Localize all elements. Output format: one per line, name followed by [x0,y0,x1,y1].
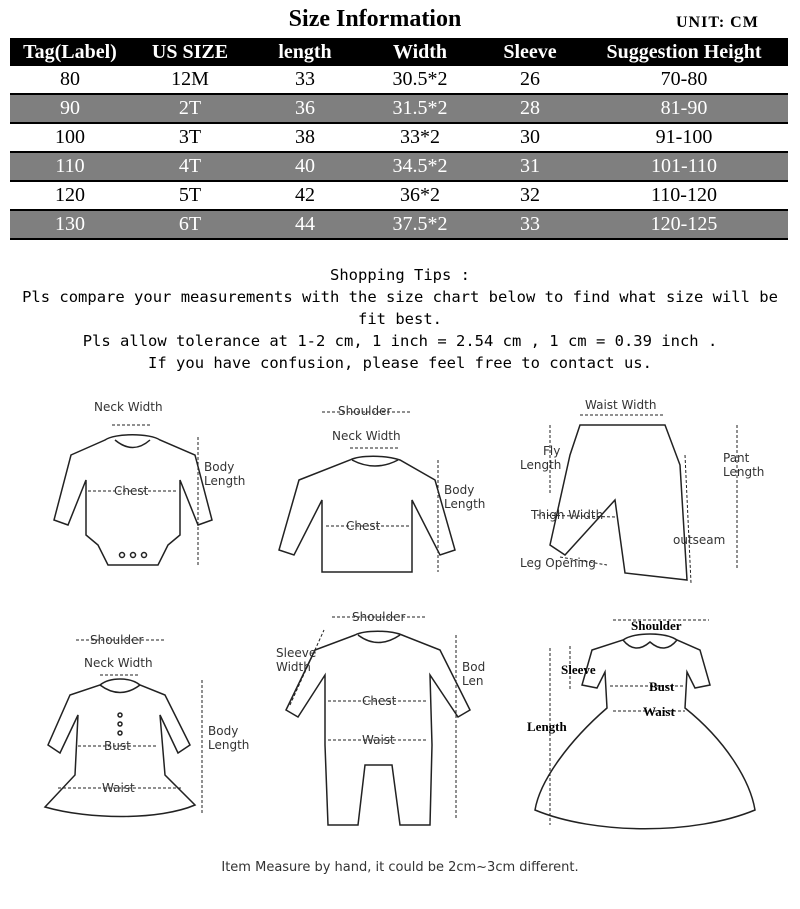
cell-sleeve: 32 [520,184,540,206]
cell-tag: 90 [10,94,130,123]
label-shoulder: Shoulder [352,610,406,624]
shopping-tips [0,264,800,374]
cell-height: 101-110 [580,152,788,181]
shirt-diagram [270,400,500,580]
col-header-length: length [250,38,360,66]
table-row [10,181,788,210]
label-sleeve-width-1: Sleeve [276,646,317,660]
col-header-width: Width [360,38,480,66]
page-title: Size Information [288,6,462,32]
tunic-diagram [40,625,260,830]
cell-sleeve: 28 [480,94,580,123]
cell-length: 38 [295,126,315,148]
romper-diagram [270,605,490,835]
cell-us-size: 5T [178,184,202,206]
label-bust: Bust [649,679,675,694]
label-chest: Chest [346,519,381,533]
table-row [10,123,788,152]
label-neck-width: Neck Width [332,429,401,443]
shirt-outline [279,456,455,572]
label-sleeve-width-2: Width [276,660,311,674]
label-body-length-1: Body [444,483,475,497]
cell-height: 70-80 [660,68,708,90]
cell-width: 37.5*2 [360,210,480,239]
label-body-length-2: Len [462,674,484,688]
unit-label: UNIT: CM [676,14,759,31]
table-row [10,94,788,123]
cell-length: 44 [250,210,360,239]
cell-tag: 110 [10,152,130,181]
tips-line-tolerance: Pls allow tolerance at 1-2 cm, 1 inch = 2.54 cm , 1 cm = 0.39 inch . [82,332,718,350]
cell-width: 34.5*2 [360,152,480,181]
cell-us-size: 4T [130,152,250,181]
label-shoulder: Shoulder [90,633,144,647]
label-neck-width: Neck Width [84,656,153,670]
label-bust: Bust [104,739,131,753]
cell-sleeve: 31 [480,152,580,181]
table-header-row [10,38,788,66]
cell-length: 42 [295,184,315,206]
label-body-length-2: Length [444,497,486,511]
cell-height: 81-90 [580,94,788,123]
pants-diagram [515,395,785,590]
cell-length: 36 [250,94,360,123]
cell-length: 33 [295,68,315,90]
label-waist: Waist [643,704,675,719]
col-header-tag: Tag(Label) [10,38,130,66]
dress-diagram [515,610,780,840]
label-body-length-2: Length [208,738,250,752]
cell-us-size: 6T [130,210,250,239]
cell-us-size: 12M [171,68,209,90]
cell-length: 40 [250,152,360,181]
cell-height: 110-120 [651,184,717,206]
col-header-height: Suggestion Height [580,38,788,66]
label-waist: Waist [102,781,135,795]
label-waist: Waist [362,733,395,747]
label-chest: Chest [362,694,397,708]
cell-sleeve: 33 [480,210,580,239]
label-outseam: outseam [673,533,726,547]
label-thigh-width: Thigh Width [531,508,604,522]
cell-width: 30.5*2 [392,68,448,90]
table-row [10,152,788,181]
cell-sleeve: 30 [520,126,540,148]
label-neck-width: Neck Width [94,400,163,414]
table-row [10,210,788,239]
size-table [10,38,788,240]
label-chest: Chest [114,484,149,498]
cell-height: 91-100 [655,126,713,148]
col-header-us-size: US SIZE [130,38,250,66]
label-body-length-1: Body [208,724,239,738]
label-shoulder: Shoulder [338,404,392,418]
cell-tag: 100 [55,126,85,148]
label-shoulder: Shoulder [631,618,682,633]
cell-us-size: 3T [178,126,202,148]
label-sleeve: Sleeve [561,662,596,677]
footer-note: Item Measure by hand, it could be 2cm~3cm different. [221,860,579,875]
label-pant-length-1: Pant [723,451,750,465]
label-waist-width: Waist Width [585,398,657,412]
label-body-length-2: Length [204,474,246,488]
label-length: Length [527,719,567,734]
bodysuit-outline [54,435,212,565]
cell-width: 36*2 [400,184,440,206]
tips-line-contact: If you have confusion, please feel free to contact us. [148,354,652,372]
romper-outline [286,631,470,825]
label-pant-length-2: Length [723,465,765,479]
cell-width: 33*2 [400,126,440,148]
cell-sleeve: 26 [520,68,540,90]
label-body-length-1: Body [204,460,235,474]
cell-tag: 130 [10,210,130,239]
cell-tag: 80 [60,68,80,90]
label-fly-length-2: Length [520,458,562,472]
bodysuit-diagram [30,395,260,575]
col-header-sleeve: Sleeve [480,38,580,66]
label-fly-length-1: Fly [543,444,561,458]
cell-tag: 120 [55,184,85,206]
tips-line-compare-cont: fit best. [358,310,442,328]
table-row [10,66,788,94]
tips-line-compare: Pls compare your measurements with the size chart below to find what size will be [22,288,778,306]
cell-height: 120-125 [580,210,788,239]
tips-heading: Shopping Tips : [330,266,470,284]
cell-width: 31.5*2 [360,94,480,123]
label-leg-opening: Leg Opening [520,556,596,570]
cell-us-size: 2T [130,94,250,123]
label-body-length-1: Bod [462,660,486,674]
